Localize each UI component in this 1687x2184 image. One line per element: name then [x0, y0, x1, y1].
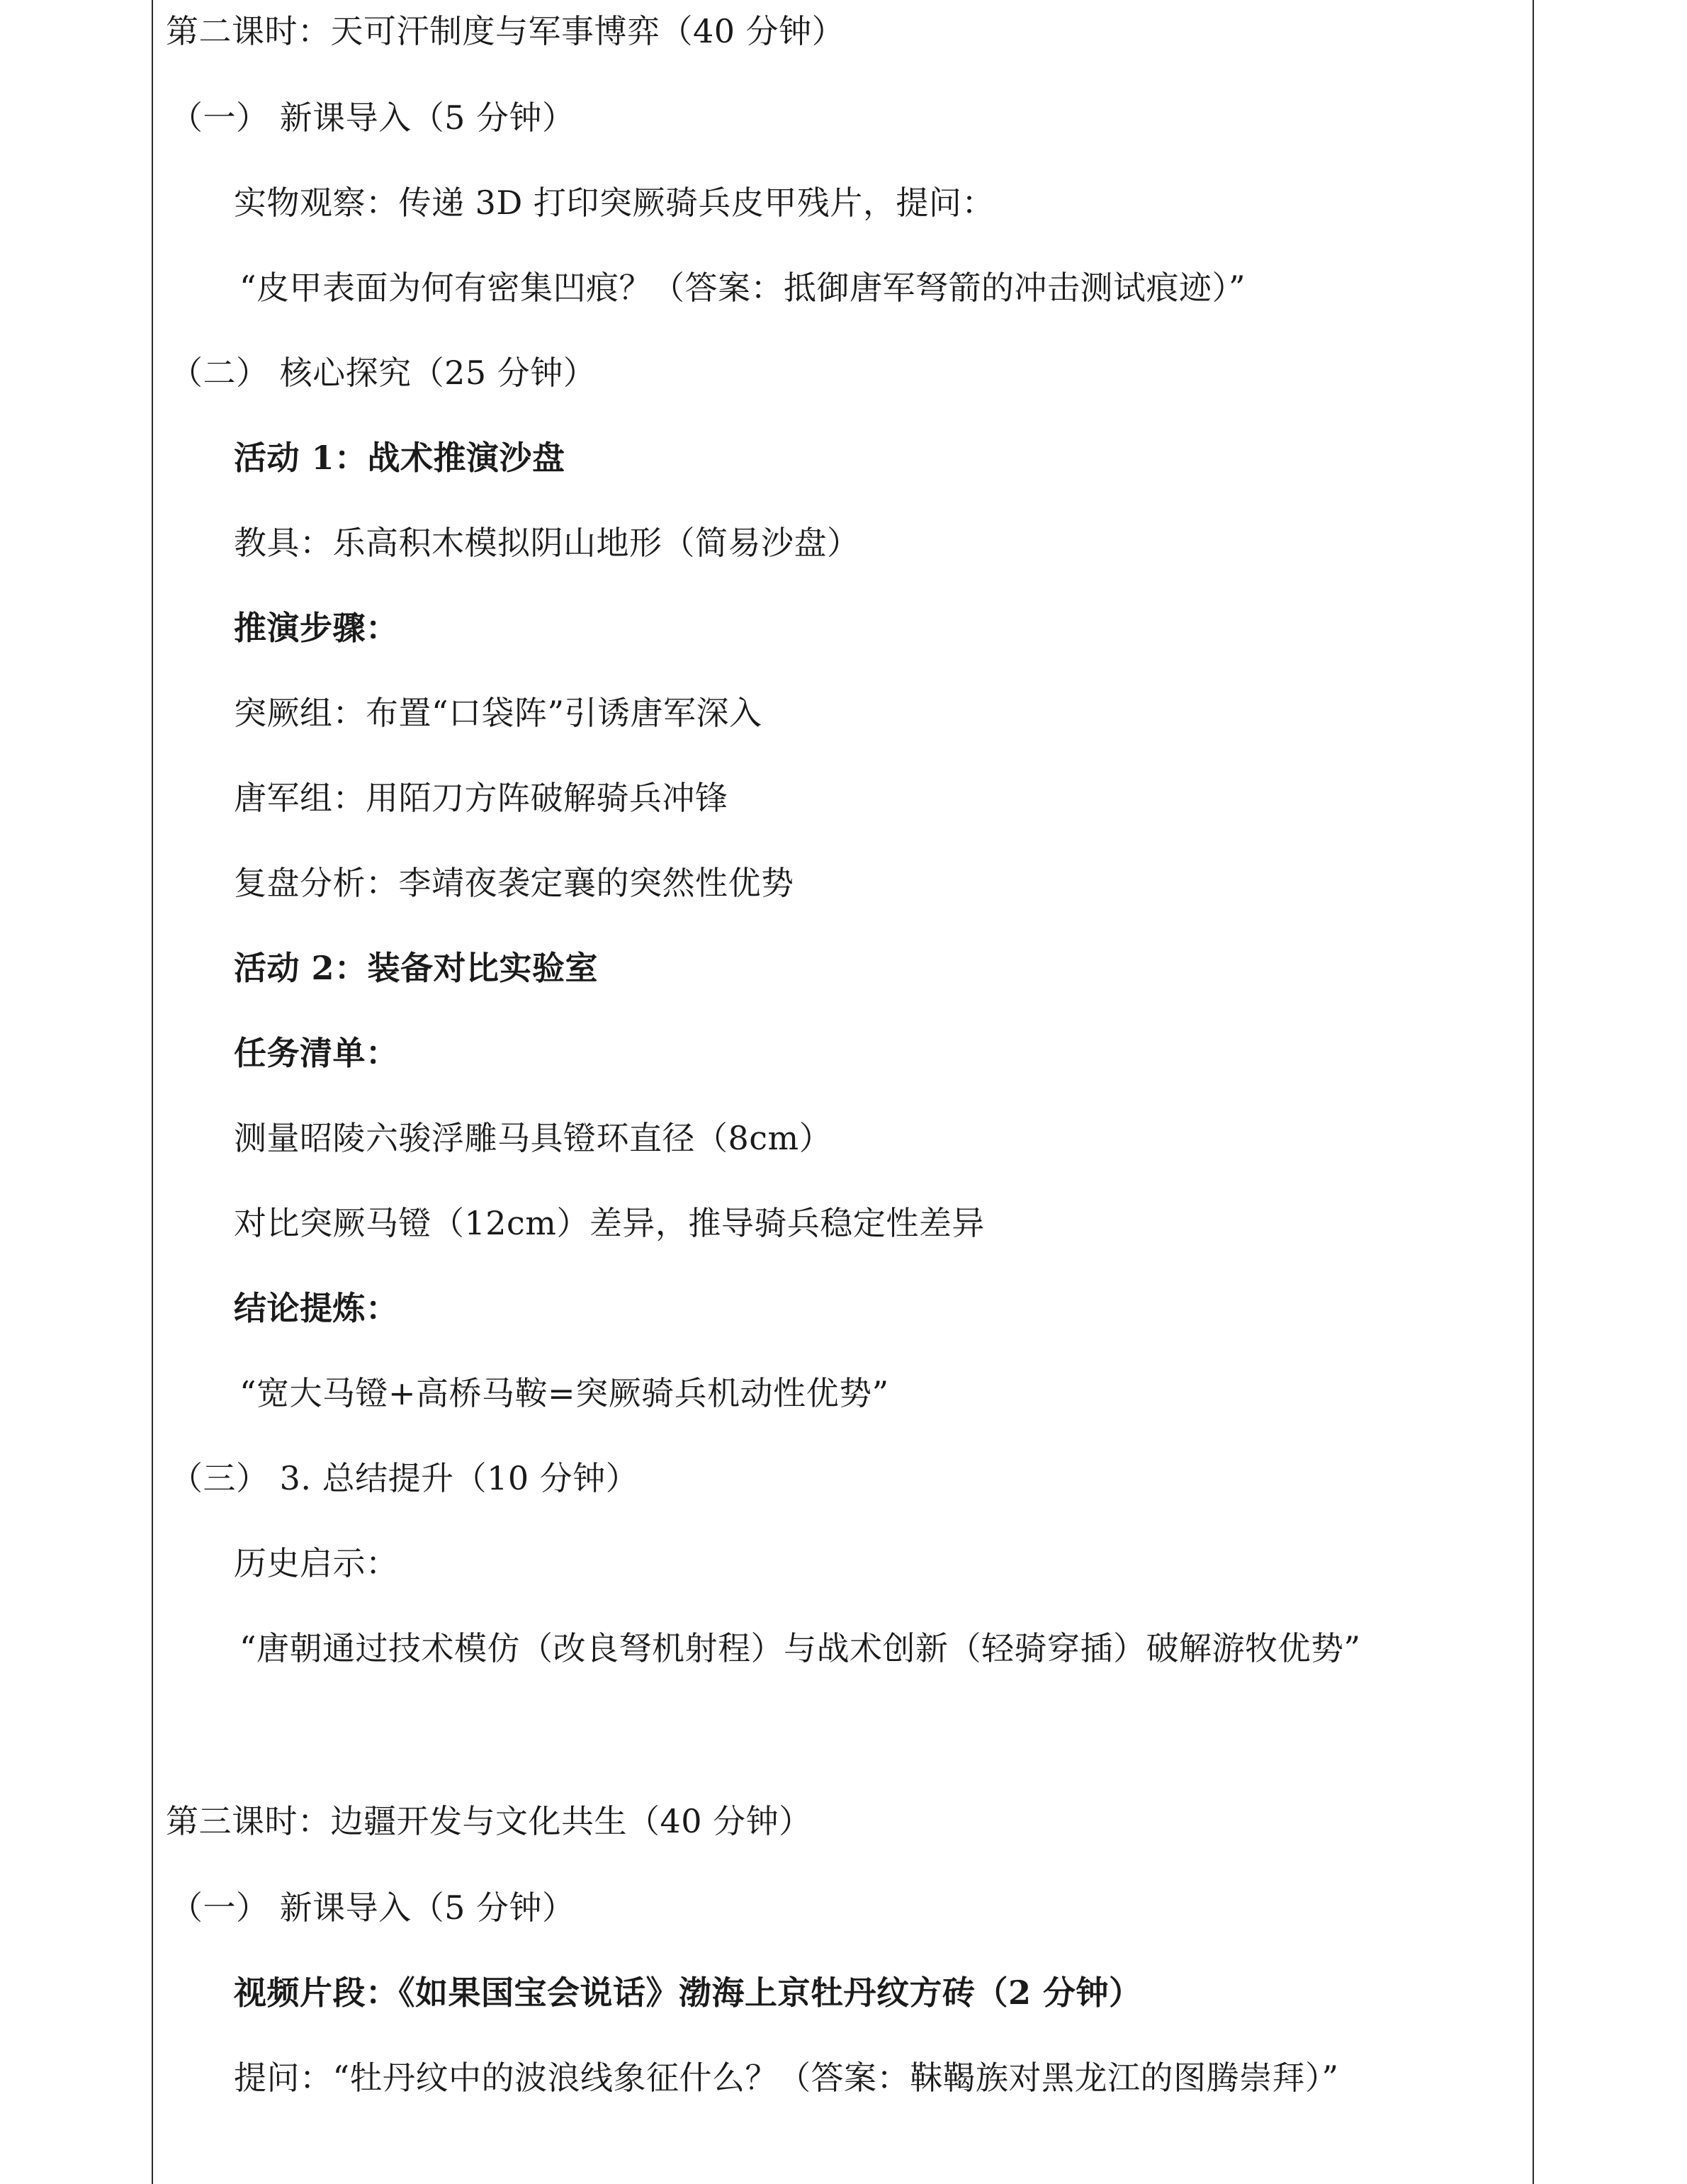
- activity1-step: 唐军组：用陌刀方阵破解骑兵冲锋: [234, 779, 728, 817]
- activity2-conclusion: “宽大马镫+高桥马鞍=突厥骑兵机动性优势”: [239, 1374, 889, 1412]
- activity1-steps-label: 推演步骤：: [234, 609, 399, 647]
- table-border-left: [152, 0, 153, 2184]
- summary-insight: “唐朝通过技术模仿（改良弩机射程）与战术创新（轻骑穿插）破解游牧优势”: [239, 1629, 1361, 1667]
- activity1-step: 复盘分析：李靖夜袭定襄的突然性优势: [234, 864, 794, 902]
- lesson3-intro-heading: （一） 新课导入（5 分钟）: [170, 1889, 575, 1927]
- activity2-task: 测量昭陵六骏浮雕马具镫环直径（8cm）: [234, 1119, 833, 1157]
- activity2-conclusion-label: 结论提炼：: [234, 1289, 399, 1327]
- lesson3-title: 第三课时：边疆开发与文化共生（40 分钟）: [166, 1802, 812, 1840]
- lesson3-intro-question: 提问：“牡丹纹中的波浪线象征什么？（答案：靺鞨族对黑龙江的图腾崇拜）”: [234, 2059, 1339, 2097]
- activity1-tools: 教具：乐高积木模拟阴山地形（简易沙盘）: [234, 524, 860, 562]
- lesson2-intro-question: “皮甲表面为何有密集凹痕？（答案：抵御唐军弩箭的冲击测试痕迹）”: [239, 269, 1246, 307]
- lesson2-core-heading: （二） 核心探究（25 分钟）: [170, 354, 597, 392]
- activity2-task: 对比突厥马镫（12cm）差异，推导骑兵稳定性差异: [234, 1204, 985, 1242]
- lesson2-intro-heading: （一） 新课导入（5 分钟）: [170, 98, 575, 137]
- table-border-right: [1533, 0, 1534, 2184]
- lesson2-summary-heading: （三） 3. 总结提升（10 分钟）: [170, 1459, 639, 1497]
- activity1-step: 突厥组：布置“口袋阵”引诱唐军深入: [234, 694, 762, 732]
- activity1-title: 活动 1：战术推演沙盘: [234, 439, 565, 477]
- lesson2-intro-observation: 实物观察：传递 3D 打印突厥骑兵皮甲残片，提问：: [234, 184, 995, 222]
- lesson2-title: 第二课时：天可汗制度与军事博弈（40 分钟）: [166, 12, 845, 50]
- activity2-title: 活动 2：装备对比实验室: [234, 949, 599, 987]
- activity2-tasks-label: 任务清单：: [234, 1034, 399, 1072]
- lesson3-intro-video: 视频片段：《如果国宝会说话》渤海上京牡丹纹方砖（2 分钟）: [234, 1974, 1142, 2012]
- summary-insight-label: 历史启示：: [234, 1544, 399, 1582]
